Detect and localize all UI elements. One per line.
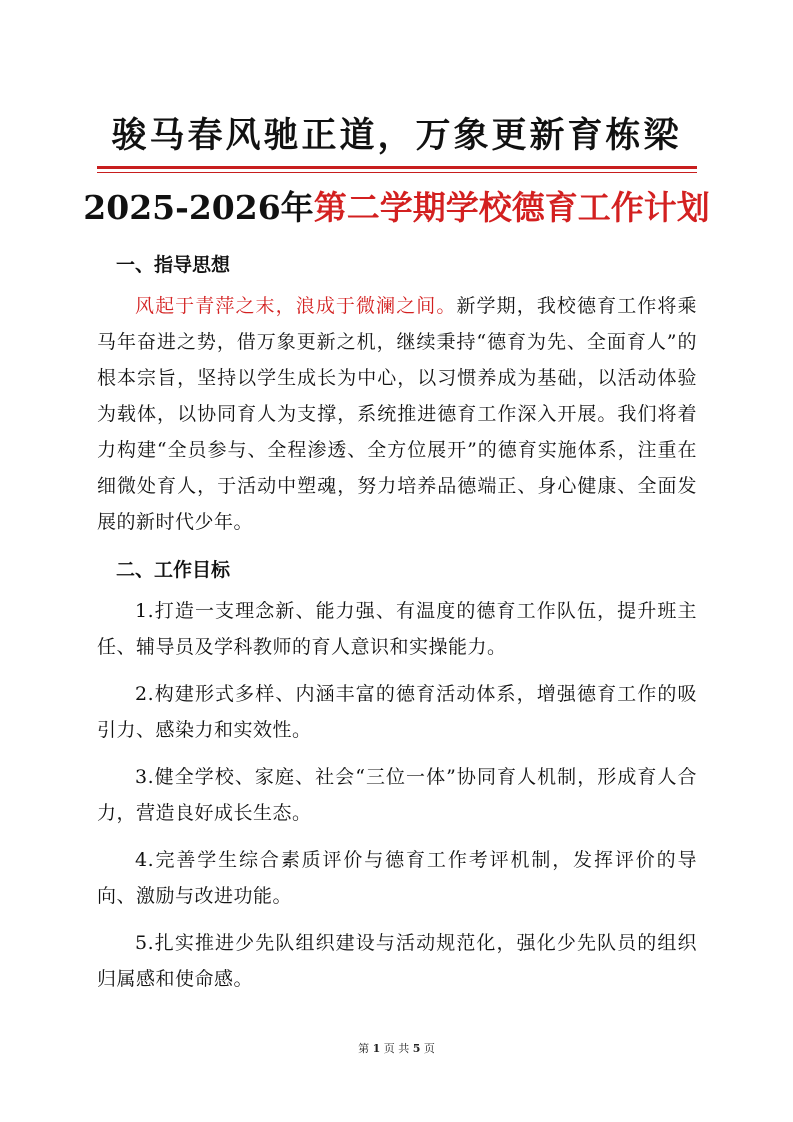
title-rule-thin: [97, 172, 697, 173]
title-rule-thick: [97, 166, 697, 169]
main-title: 骏马春风驰正道，万象更新育栋梁: [111, 115, 682, 156]
goal-item-1: 1.打造一支理念新、能力强、有温度的德育工作队伍，提升班主任、辅导员及学科教师的育人意识和实操能力。: [97, 600, 697, 658]
goal-item-5: 5.扎实推进少先队组织建设与活动规范化，强化少先队员的组织归属感和使命感。: [97, 932, 697, 990]
goal-item-4: 4.完善学生综合素质评价与德育工作考评机制，发挥评价的导向、激励与改进功能。: [97, 849, 697, 907]
section-heading-guiding-thought: 一、指导思想: [116, 254, 231, 276]
footer-total-pages: 5: [412, 1042, 421, 1055]
guiding-thought-lead: 风起于青萍之末，浪成于微澜之间。: [135, 295, 457, 317]
page-footer: [0, 1040, 793, 1056]
footer-prefix: 第: [358, 1042, 370, 1055]
document-body: [97, 246, 697, 1008]
sub-title-name: 第二学期学校德育工作计划: [313, 188, 710, 227]
footer-suffix: 页: [423, 1042, 435, 1055]
guiding-thought-paragraph: [97, 288, 697, 540]
guiding-thought-body: 新学期，我校德育工作将乘马年奋进之势，借万象更新之机，继续秉持“德育为先、全面育人”的根本宗旨，坚持以学生成长为中心，以习惯养成为基础，以活动体验为载体，以协同育人为支撑，系统推进德育工作深入开展。我们将着力构建“全员参与、全程渗透、全方位展开”的德育实施体系，注重在细微处育人，于活动中塑魂，努力培养品德端正、身心健康、全面发展的新时代少年。: [97, 295, 697, 533]
goal-item-2: 2.构建形式多样、内涵丰富的德育活动体系，增强德育工作的吸引力、感染力和实效性。: [97, 683, 697, 741]
footer-page-number: 1: [372, 1042, 381, 1055]
footer-middle: 页 共: [383, 1042, 410, 1055]
goal-item-3: 3.健全学校、家庭、社会“三位一体”协同育人机制，形成育人合力，营造良好成长生态。: [97, 766, 697, 824]
sub-title-year: 2025-2026年: [83, 188, 314, 227]
sub-title: [0, 184, 793, 232]
section-heading-work-goals: 二、工作目标: [116, 559, 231, 581]
